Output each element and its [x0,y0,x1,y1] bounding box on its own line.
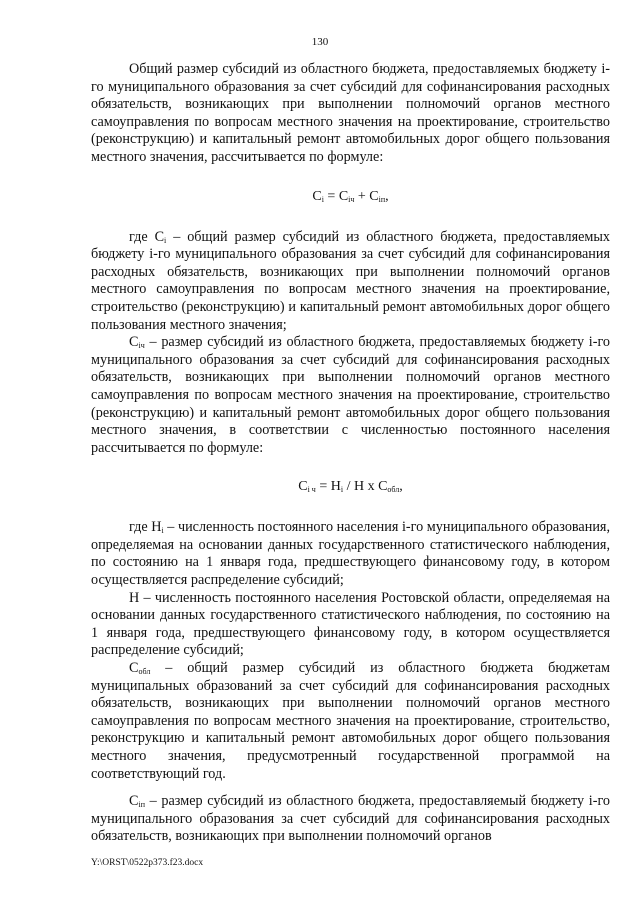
page-number: 130 [311,36,329,48]
definition-cip: $С_{iп}$ – размер субсидий из областного бюджета, предоставляемый бюджету i-го муниципального образования за счет субсидий для софинансирования расходных обязательств, возникающих при выполнении полномочий органов [91,793,610,845]
definition-ni: где $Н_i$ – численность постоянного населения i-го муниципального образования, определяемая на основании данных государственного статистического наблюдения, по состоянию на 1 января года, предшествующего финансовому году, в котором осуществляется распределение субсидий; [91,519,610,589]
document-body [91,61,610,846]
definition-ci: где $С_i$ – общий размер субсидий из областного бюджета, предоставляемых бюджету i-го муниципального образования за счет субсидий для софинансирования расходных обязательств, возникающих при выполнении полномочий органов местного самоуправления по вопросам местного значения на проектирование, строительство (реконструкцию) и капитальный ремонт автомобильных дорог общего пользования местного значения; [91,228,611,333]
footer-file-path: Y:\ORST\0522p373.f23.docx [91,858,204,868]
formula-population-subsidy: $C_{i ч} = Н_i / Н$ х $С_{обл}$, [298,479,403,495]
paragraph-intro: Общий размер субсидий из областного бюджета, предоставляемых бюджету i-го муниципального образования за счет субсидий для софинансирования расходных обязательств, возникающих при выполнении полномочий органов местного самоуправления по вопросам местного значения на проектирование, строительство (реконструкцию) и капитальный ремонт автомобильных дорог общего пользования местного значения, рассчитывается по формуле: [91,61,610,165]
definition-cobl: $С_{обл}$ – общий размер субсидий из областного бюджета бюджетам муниципальных образований за счет субсидий для софинансирования расходных обязательств, возникающих при выполнении полномочий органов местного самоуправления по вопросам местного значения на проектирование, строительство, реконструкцию и капитальный ремонт автомобильных дорог общего пользования местного значения, предусмотренный государственной программой на соответствующий год. [91,660,611,782]
definition-n: Н – численность постоянного населения Ростовской области, определяемая на основании данных государственного статистического наблюдения, по состоянию на 1 января года, предшествующего финансовому году, в котором осуществляется распределение субсидий; [91,589,610,659]
definition-cich: $С_{iч}$ – размер субсидий из областного бюджета, предоставляемых бюджету i-го муниципального образования за счет субсидий для софинансирования расходных обязательств, возникающих при выполнении полномочий органов местного самоуправления по вопросам местного значения на проектирование, строительство (реконструкцию) и капитальный ремонт автомобильных дорог общего пользования местного значения, в соответствии с численностью постоянного населения рассчитывается по формуле: [91,334,611,456]
formula-total-subsidy: $C_i = C_{iч} + C_{iп}$, [312,188,389,204]
